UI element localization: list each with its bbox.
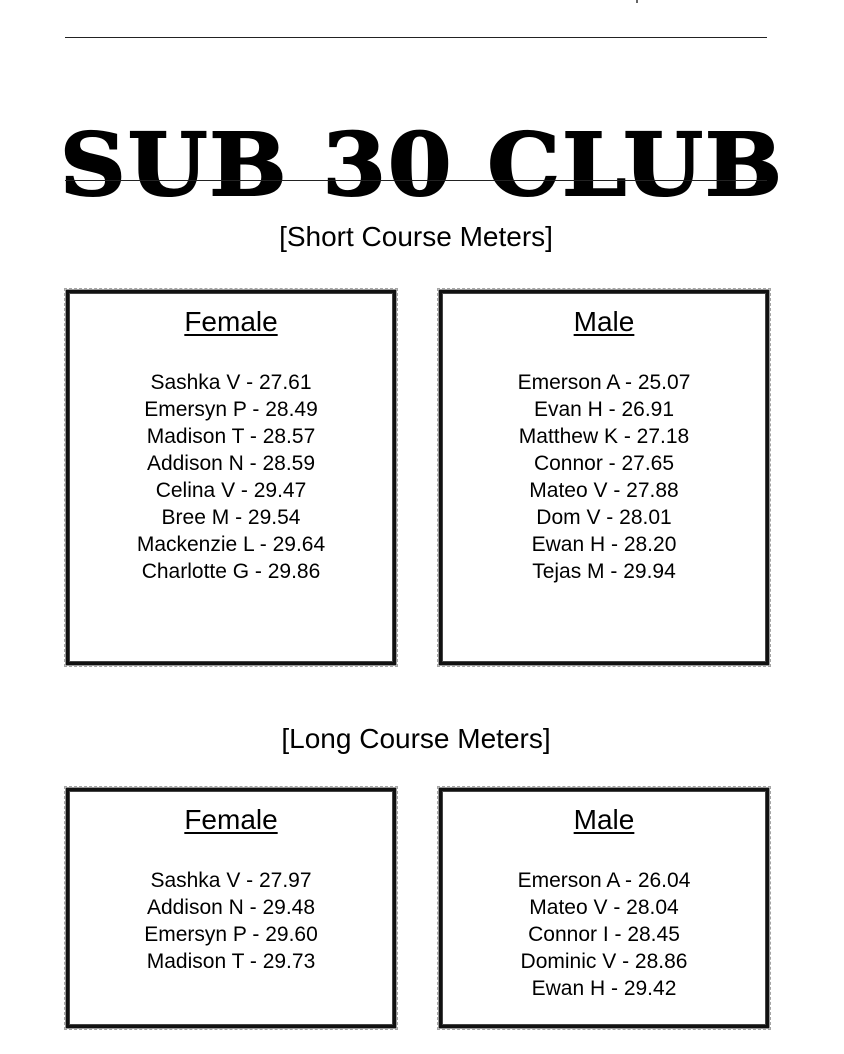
list-item: Addison N - 28.59	[146, 452, 316, 475]
list-item: Emersyn P - 28.49	[144, 398, 318, 421]
list-item: Mackenzie L - 29.64	[136, 533, 326, 556]
title-bottom-divider	[65, 180, 767, 181]
short-course-female-card	[66, 290, 396, 665]
list-item: Connor - 27.65	[533, 452, 675, 475]
list-item: Matthew K - 27.18	[518, 425, 690, 448]
long-course-female-card	[66, 788, 396, 1028]
list-item: Emerson A - 25.07	[517, 371, 691, 394]
top-divider	[65, 37, 767, 38]
short-course-female-title: Female	[184, 306, 278, 337]
page-title: SUB 30 CLUB	[59, 114, 785, 216]
list-item: Connor I - 28.45	[528, 923, 680, 946]
list-item: Bree M - 29.54	[161, 506, 301, 529]
list-item: Addison N - 29.48	[146, 896, 316, 919]
list-item: Mateo V - 28.04	[529, 896, 679, 919]
short-course-female-list	[69, 369, 393, 585]
list-item: Evan H - 26.91	[533, 398, 675, 421]
list-item: Emersyn P - 29.60	[144, 923, 318, 946]
list-item: Emerson A - 26.04	[517, 869, 691, 892]
long-course-male-card	[439, 788, 769, 1028]
list-item: Tejas M - 29.94	[532, 560, 676, 583]
list-item: Madison T - 28.57	[146, 425, 316, 448]
list-item: Sashka V - 27.61	[150, 371, 312, 394]
list-item: Madison T - 29.73	[146, 950, 316, 973]
list-item: Mateo V - 27.88	[529, 479, 679, 502]
long-course-female-list	[69, 867, 393, 975]
short-course-male-title: Male	[573, 306, 635, 337]
short-course-heading: [Short Course Meters]	[279, 221, 553, 252]
long-course-male-title: Male	[573, 804, 635, 835]
list-item: Dom V - 28.01	[536, 506, 672, 529]
list-item: Charlotte G - 29.86	[141, 560, 321, 583]
list-item: Celina V - 29.47	[155, 479, 307, 502]
long-course-heading: [Long Course Meters]	[281, 723, 551, 754]
top-edge-fragment	[636, 0, 638, 3]
list-item: Sashka V - 27.97	[150, 869, 312, 892]
long-course-female-title: Female	[184, 804, 278, 835]
list-item: Dominic V - 28.86	[520, 950, 688, 973]
list-item: Ewan H - 28.20	[531, 533, 677, 556]
list-item: Ewan H - 29.42	[531, 977, 677, 1000]
short-course-male-list	[442, 369, 766, 585]
short-course-male-card	[439, 290, 769, 665]
long-course-male-list	[442, 867, 766, 1002]
